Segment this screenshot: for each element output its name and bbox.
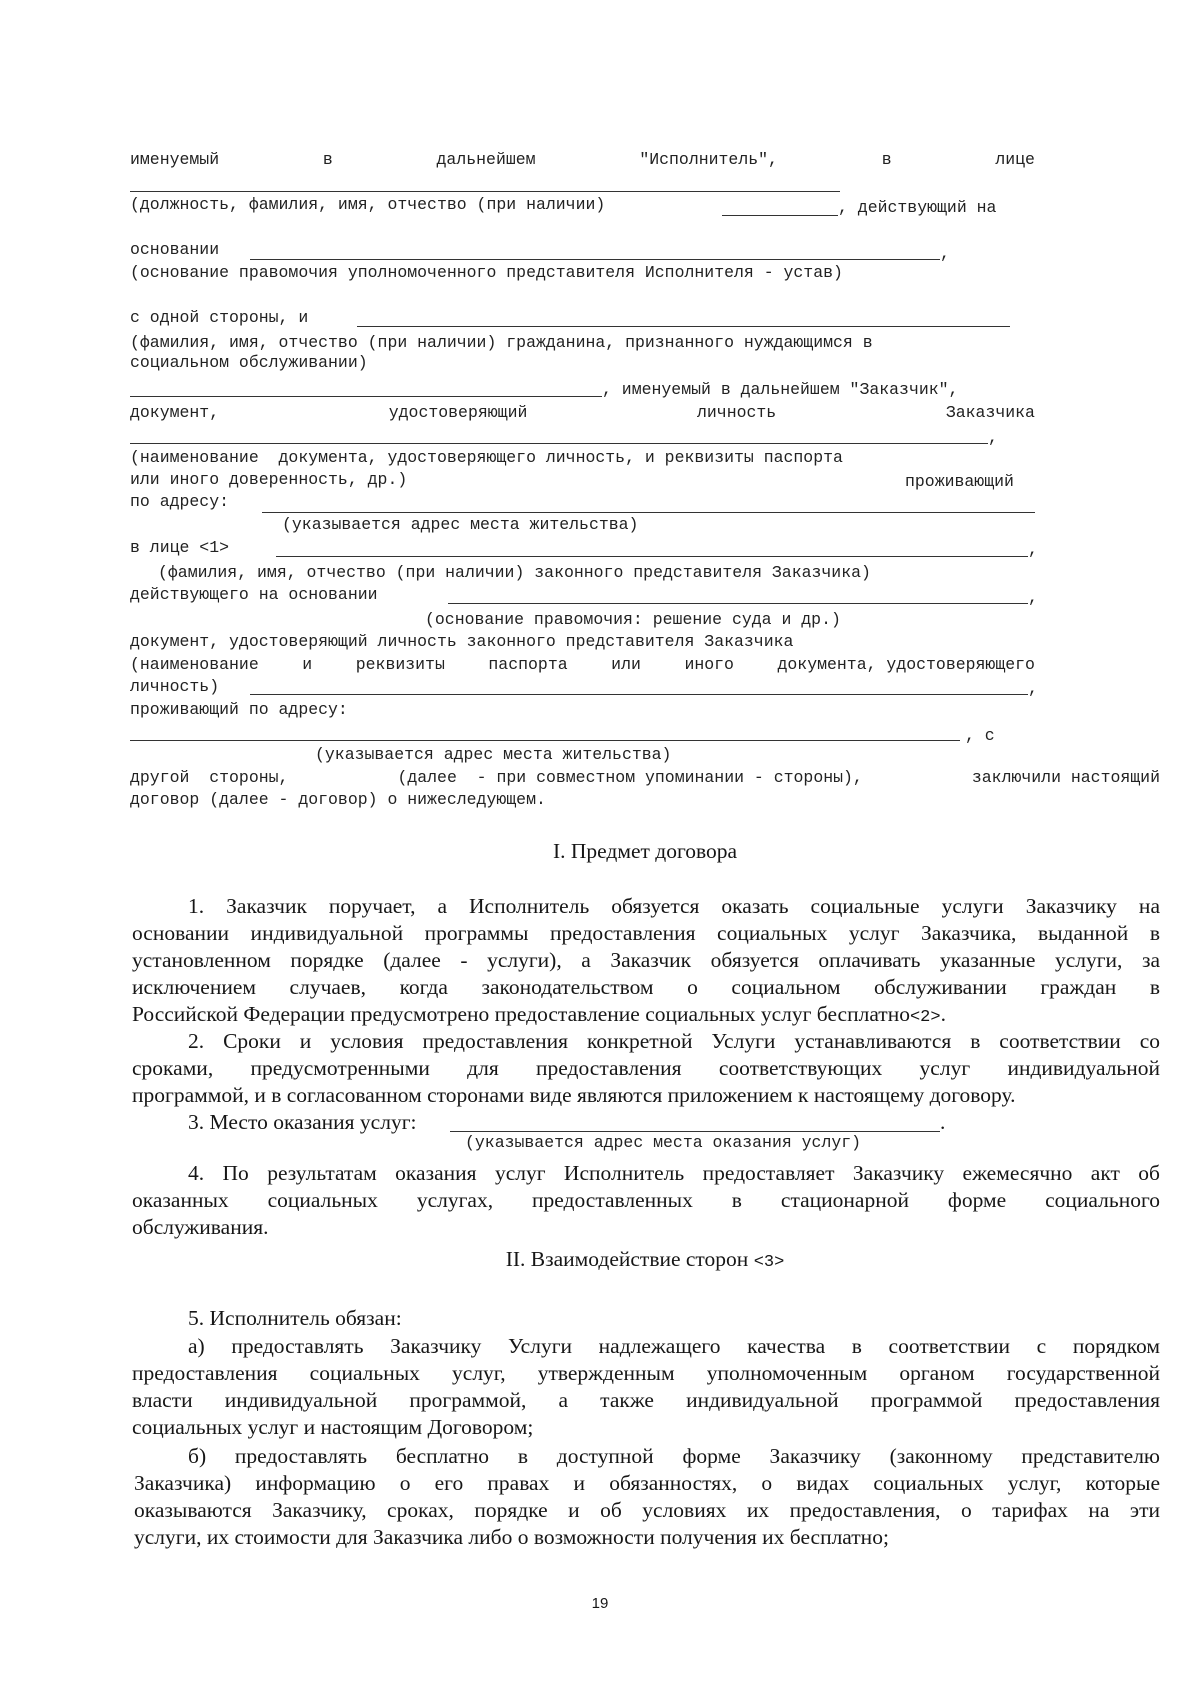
w4: "Исполнитель", — [639, 150, 778, 169]
p1-line-2: основании индивидуальной программы предоставления социальных услуг Заказчика, выданной в — [132, 921, 1160, 945]
comma: , — [1028, 588, 1038, 607]
p1-line-5: Российской Федерации предусмотрено предоставление социальных услуг бесплатно<2>. — [132, 1002, 946, 1027]
rep-caption: (фамилия, имя, отчество (при наличии) законного представителя Заказчика) — [158, 563, 871, 582]
address-caption-1: (указывается адрес места жительства) — [282, 515, 639, 534]
w3: дальнейшем — [436, 150, 536, 169]
p1-line-3: установленном порядке (далее - услуги), а Заказчик обязуется оплачивать указанные услуги, за — [132, 948, 1160, 972]
o1: другой стороны, — [130, 768, 289, 787]
comma: , — [988, 428, 998, 447]
p1: (наименование — [130, 655, 259, 674]
in-person: в лице <1> — [130, 538, 230, 557]
pb-line-4: услуги, их стоимости для Заказчика либо о возможности получения их бесплатно; — [134, 1525, 889, 1549]
comma: , — [1028, 540, 1038, 559]
basis-caption: (основание правомочия уполномоченного представителя Исполнителя - устав) — [130, 263, 843, 282]
acting-on: , действующий на — [838, 198, 997, 217]
w6: лице — [995, 150, 1035, 169]
pb-line-2: Заказчика) информацию о его правах и обязанностях, о видах социальных услуг, которые — [134, 1471, 1160, 1495]
p4-line-2: оказанных социальных услугах, предоставленных в стационарной форме социального — [132, 1188, 1160, 1212]
place-caption: (указывается адрес места оказания услуг) — [465, 1133, 862, 1152]
p6: иного — [684, 655, 734, 674]
citizen-caption-1: (фамилия, имя, отчество (при наличии) гражданина, признанного нуждающимся в — [130, 333, 873, 352]
p3-dot: . — [940, 1110, 946, 1134]
at-address: по адресу: — [130, 492, 230, 511]
p2-line-2: сроками, предусмотренными для предоставления соответствующих услуг индивидуальной — [132, 1056, 1160, 1080]
acting-basis: действующего на основании — [130, 585, 378, 604]
p3-line: 3. Место оказания услуг: — [188, 1110, 417, 1134]
pa-line-2: предоставления социальных услуг, утвержденным уполномоченным органом государственной — [132, 1361, 1160, 1385]
pa-line-3: власти индивидуальной программой, а также индивидуальной программой предоставления — [132, 1388, 1160, 1412]
p4-line-1: 4. По результатам оказания услуг Исполнитель предоставляет Заказчику ежемесячно акт об — [188, 1161, 1160, 1185]
p3: реквизиты — [355, 655, 445, 674]
doc-caption-2: или иного доверенность, др.) — [130, 470, 408, 489]
position-caption: (должность, фамилия, имя, отчество (при наличии) — [130, 195, 606, 214]
comma: , — [1028, 679, 1038, 698]
w5: в — [881, 150, 892, 169]
o2: (далее - при совместном упоминании - стороны), — [397, 768, 863, 787]
living-address: проживающий по адресу: — [130, 700, 348, 719]
p5: или — [611, 655, 641, 674]
d1: документ, — [130, 403, 220, 422]
living: проживающий — [905, 472, 1014, 491]
section-1-title: I. Предмет договора — [552, 839, 738, 863]
p1-line-1: 1. Заказчик поручает, а Исполнитель обязуется оказать социальные услуги Заказчику на — [188, 894, 1160, 918]
pb-line-1: б) предоставлять бесплатно в доступной форме Заказчику (законному представителю — [188, 1444, 1160, 1468]
pa-line-4: социальных услуг и настоящим Договором; — [132, 1415, 534, 1439]
basis-label: основании — [130, 240, 220, 259]
o3: заключили настоящий — [971, 768, 1160, 787]
contract-line: договор (далее - договор) о нижеследующем. — [130, 790, 546, 809]
p5-line: 5. Исполнитель обязан: — [188, 1306, 402, 1330]
d3: личность — [697, 403, 777, 422]
document-line — [130, 403, 1035, 423]
doc-caption-1: (наименование документа, удостоверяющего личность, и реквизиты паспорта — [130, 448, 843, 467]
pa-line-1: а) предоставлять Заказчику Услуги надлежащего качества в соответствии с порядком — [188, 1334, 1160, 1358]
w2: в — [322, 150, 333, 169]
with-other: , с — [965, 726, 995, 745]
w1: именуемый — [130, 150, 220, 169]
address-caption-2: (указывается адрес места жительства) — [315, 745, 672, 764]
pb-line-3: оказываются Заказчику, сроках, порядке и об условиях их предоставления, о тарифах на эти — [134, 1498, 1160, 1522]
passport-line — [130, 655, 1035, 675]
p7: документа, удостоверяющего — [777, 655, 1035, 674]
identity: личность) — [130, 677, 220, 696]
form-line-1 — [130, 150, 1035, 170]
d2: удостоверяющий — [388, 403, 528, 422]
named-customer: , именуемый в дальнейшем "Заказчик", — [602, 380, 959, 399]
p2-line-3: программой, и в согласованном сторонами виде являются приложением к настоящему договору. — [132, 1083, 1016, 1107]
d4: Заказчика — [945, 403, 1035, 422]
p2: и — [302, 655, 313, 674]
authority-caption: (основание правомочия: решение суда и др.) — [425, 610, 841, 629]
one-side: с одной стороны, и — [130, 308, 309, 327]
citizen-caption-2: социальном обслуживании) — [130, 353, 368, 372]
p1-line-4: исключением случаев, когда законодательством о социальном обслуживании граждан в — [132, 975, 1160, 999]
p4: паспорта — [488, 655, 568, 674]
other-side-line — [130, 768, 1160, 788]
rep-document: документ, удостоверяющий личность законного представителя Заказчика — [130, 632, 794, 651]
comma: , — [940, 244, 950, 263]
section-2-title: II. Взаимодействие сторон <3> — [505, 1247, 785, 1272]
page-number: 19 — [591, 1595, 609, 1612]
p2-line-1: 2. Сроки и условия предоставления конкретной Услуги устанавливаются в соответствии со — [188, 1029, 1160, 1053]
p4-line-3: обслуживания. — [132, 1215, 269, 1239]
